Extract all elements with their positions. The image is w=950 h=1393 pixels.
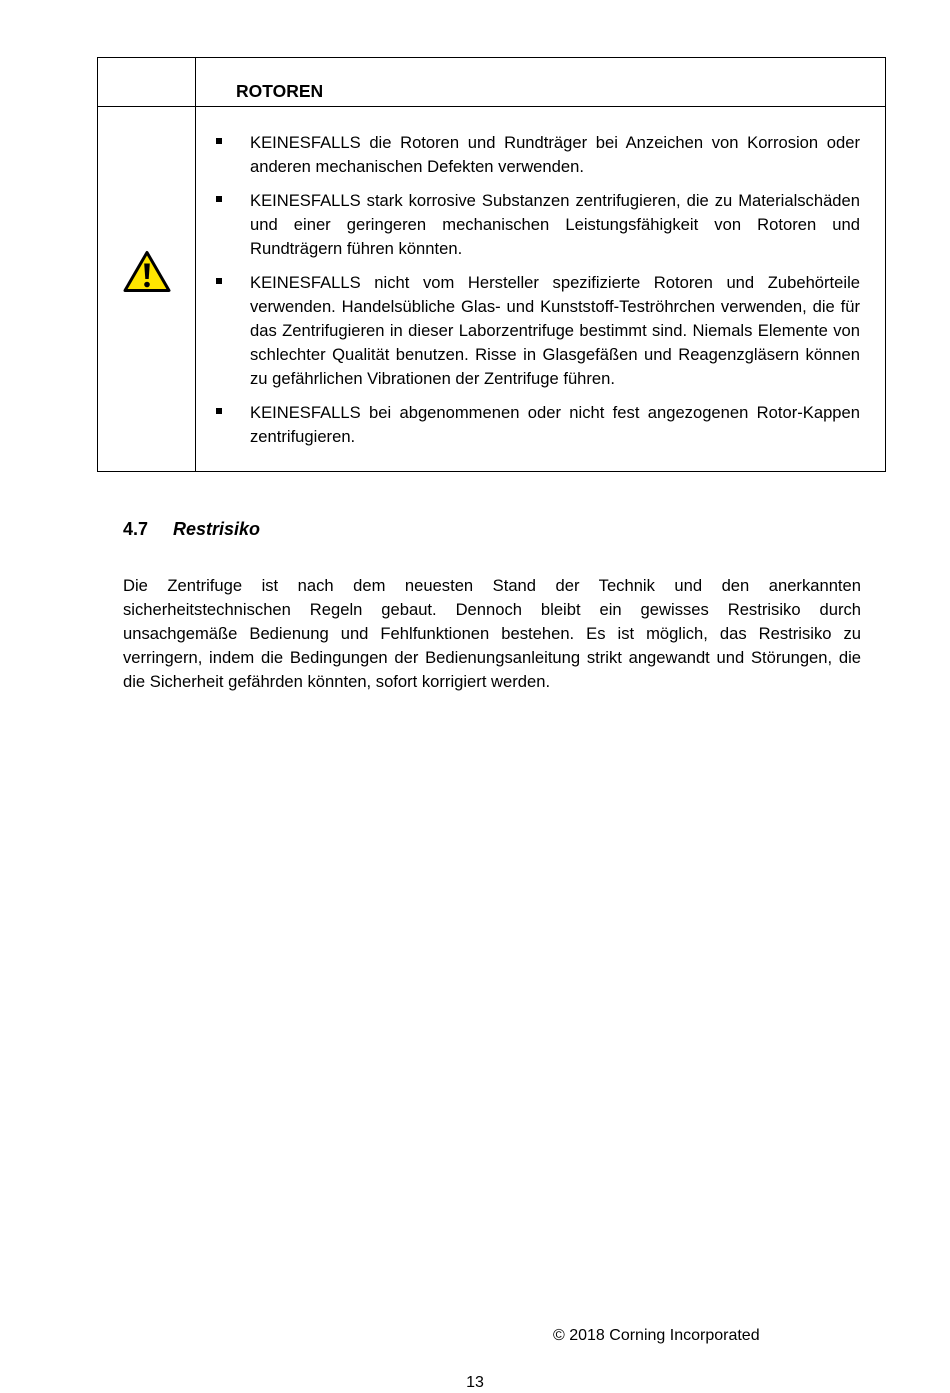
warning-title: ROTOREN (236, 81, 324, 101)
square-bullet-icon (216, 408, 222, 414)
warning-icon-cell (98, 107, 196, 472)
warning-list-cell (196, 107, 886, 472)
warning-item-text: KEINESFALLS stark korrosive Substanzen zentrifugieren, die zu Materialschäden und einer geringeren mechanischen Leistungsfähigkeit von Rotoren und Rundträgern führen könnten. (250, 191, 860, 258)
warning-triangle-icon (123, 250, 171, 293)
square-bullet-icon (216, 196, 222, 202)
warning-item (214, 189, 860, 261)
section-body-text: Die Zentrifuge ist nach dem neuesten Stand der Technik und den anerkannten sicherheitstechnischen Regeln gebaut. Dennoch bleibt ein gewisses Restrisiko durch unsachgemäße Bedienung und Fehlfunktionen bestehen. Es ist möglich, das Restrisiko zu verringern, indem die Bedingungen der Bedienungsanleitung strikt angewandt und Störungen, die die Sicherheit gefährden könnten, sofort korrigiert werden. (123, 576, 861, 691)
warning-item-text: KEINESFALLS bei abgenommenen oder nicht fest angezogenen Rotor-Kappen zentrifugieren. (250, 403, 860, 446)
section-number: 4.7 (123, 519, 149, 539)
warning-item (214, 131, 860, 179)
warning-list (214, 131, 860, 449)
warning-item-text: KEINESFALLS die Rotoren und Rundträger bei Anzeichen von Korrosion oder anderen mechanischen Defekten verwenden. (250, 133, 860, 176)
warning-header-cell (196, 58, 886, 107)
copyright-notice: © 2018 Corning Incorporated (553, 1327, 760, 1344)
section-heading (123, 516, 260, 542)
square-bullet-icon (216, 138, 222, 144)
section-title: Restrisiko (173, 519, 261, 539)
page-number: 13 (466, 1374, 484, 1391)
warning-item-text: KEINESFALLS nicht vom Hersteller spezifizierte Rotoren und Zubehörteile verwenden. Handelsübliche Glas- und Kunststoff-Teströhrchen verwenden, die für das Zentrifugieren in dieser Laborzentrifuge bestimmt sind. Niemals Elemente von schlechter Qualität benutzen. Risse in Glasgefäßen und Reagenzgläsern können zu gefährlichen Vibrationen der Zentrifuge führen. (250, 273, 860, 388)
square-bullet-icon (216, 278, 222, 284)
warning-table (97, 57, 886, 472)
warning-header-empty-cell (98, 58, 196, 107)
warning-item (214, 271, 860, 391)
warning-item (214, 401, 860, 449)
